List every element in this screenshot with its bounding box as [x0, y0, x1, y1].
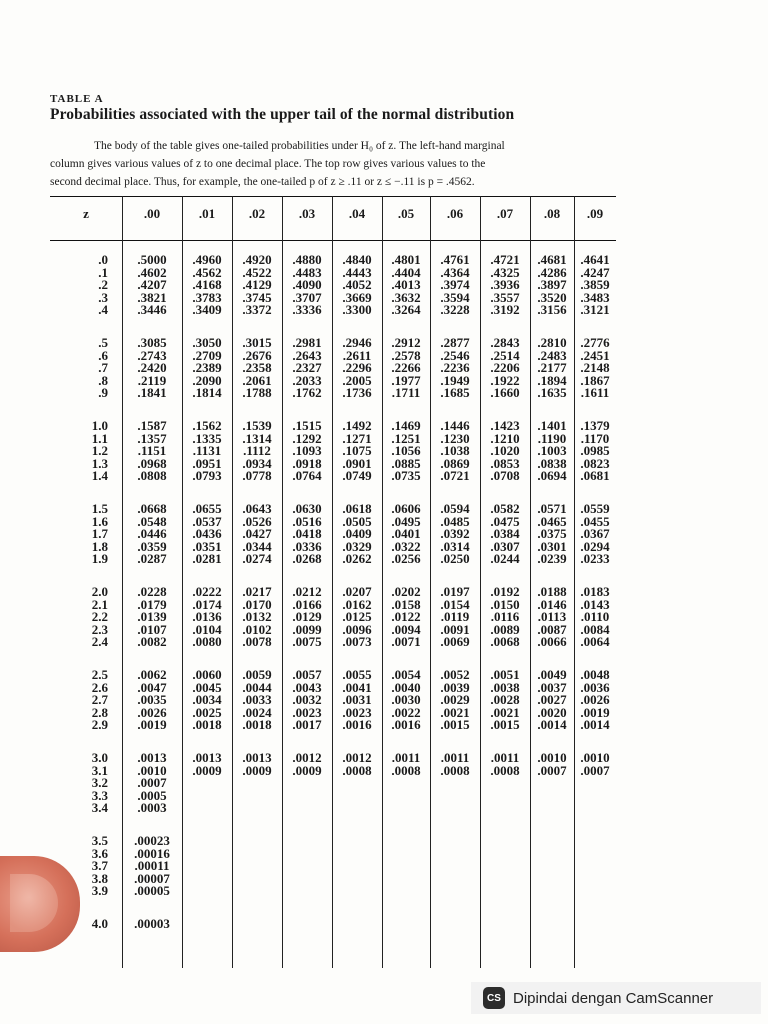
column-header: .00 — [143, 206, 161, 221]
probability-cell: .0010 .0007 — [537, 750, 567, 778]
probability-cell: .0013 .0009 — [192, 750, 222, 778]
column-header: .07 — [496, 206, 514, 221]
probability-cell: .0013 .0010 .0007 .0005 .0003 — [137, 750, 167, 815]
probability-cell: .0606 .0495 .0401 .0322 .0256 — [391, 501, 421, 566]
column-header-z: z — [83, 206, 89, 221]
probability-cell: .0559 .0455 .0367 .0294 .0233 — [580, 501, 610, 566]
probability-cell: .0060 .0045 .0034 .0025 .0018 — [192, 667, 222, 732]
probability-cell: .0594 .0485 .0392 .0314 .0250 — [440, 501, 470, 566]
probability-cell: .0207 .0162 .0125 .0096 .0073 — [342, 584, 372, 649]
probability-cell: .0062 .0047 .0035 .0026 .0019 — [137, 667, 167, 732]
camscanner-icon: CS — [483, 987, 505, 1009]
probability-cell: .0582 .0475 .0384 .0307 .0244 — [490, 501, 520, 566]
camscanner-label: Dipindai dengan CamScanner — [513, 989, 714, 1007]
probability-cell: .0052 .0039 .0029 .0021 .0015 — [440, 667, 470, 732]
probability-cell: .1469 .1251 .1056 .0885 .0735 — [391, 418, 421, 483]
table-header-rule — [50, 240, 616, 241]
probability-cell: .4761 .4364 .3974 .3594 .3228 — [440, 252, 470, 317]
z-value-cell: .5 .6 .7 .8 .9 — [98, 335, 108, 400]
description-line: second decimal place. Thus, for example, the one-tailed p of z ≥ .11 or z ≤ −.11 is p = .4562. — [50, 176, 475, 188]
probability-cell: .1515 .1292 .1093 .0918 .0764 — [292, 418, 322, 483]
probability-cell: .0049 .0037 .0027 .0020 .0014 — [537, 667, 567, 732]
probability-cell: .0655 .0537 .0436 .0351 .0281 — [192, 501, 222, 566]
probability-cell: .4840 .4443 .4052 .3669 .3300 — [342, 252, 372, 317]
probability-cell: .3050 .2709 .2389 .2090 .1814 — [192, 335, 222, 400]
probability-cell: .0643 .0526 .0427 .0344 .0274 — [242, 501, 272, 566]
column-header: .01 — [198, 206, 216, 221]
column-header: .03 — [298, 206, 316, 221]
normal-distribution-table — [50, 196, 616, 968]
z-value-cell: 1.0 1.1 1.2 1.3 1.4 — [91, 418, 108, 483]
probability-cell: .2946 .2611 .2296 .2005 .1736 — [342, 335, 372, 400]
probability-cell: .1539 .1314 .1112 .0934 .0778 — [242, 418, 272, 483]
column-header: .05 — [397, 206, 415, 221]
probability-cell: .4681 .4286 .3897 .3520 .3156 — [537, 252, 567, 317]
column-header: .09 — [586, 206, 604, 221]
probability-cell: .0011 .0008 — [440, 750, 470, 778]
probability-cell: .0011 .0008 — [391, 750, 421, 778]
description-line: column gives various values of z to one decimal place. The top row gives various values to the — [50, 158, 486, 170]
probability-cell: .1423 .1210 .1020 .0853 .0708 — [490, 418, 520, 483]
probability-cell: .2776 .2451 .2148 .1867 .1611 — [580, 335, 610, 400]
probability-cell: .4960 .4562 .4168 .3783 .3409 — [192, 252, 222, 317]
probability-cell: .1401 .1190 .1003 .0838 .0694 — [537, 418, 567, 483]
probability-cell: .1379 .1170 .0985 .0823 .0681 — [580, 418, 610, 483]
column-header: .06 — [446, 206, 464, 221]
probability-cell: .0048 .0036 .0026 .0019 .0014 — [580, 667, 610, 732]
camscanner-watermark — [471, 982, 761, 1014]
probability-cell: .0012 .0009 — [292, 750, 322, 778]
probability-cell: .0228 .0179 .0139 .0107 .0082 — [137, 584, 167, 649]
probability-cell: .0668 .0548 .0446 .0359 .0287 — [137, 501, 167, 566]
probability-cell: .0630 .0516 .0418 .0336 .0268 — [292, 501, 322, 566]
probability-cell: .0192 .0150 .0116 .0089 .0068 — [490, 584, 520, 649]
probability-cell: .0202 .0158 .0122 .0094 .0071 — [391, 584, 421, 649]
z-value-cell: 2.5 2.6 2.7 2.8 2.9 — [91, 667, 108, 732]
probability-cell: .1587 .1357 .1151 .0968 .0808 — [137, 418, 167, 483]
z-value-cell: .0 .1 .2 .3 .4 — [98, 252, 108, 317]
probability-cell: .0571 .0465 .0375 .0301 .0239 — [537, 501, 567, 566]
probability-cell: .4920 .4522 .4129 .3745 .3372 — [242, 252, 272, 317]
probability-cell: .0012 .0008 — [342, 750, 372, 778]
probability-cell: .2877 .2546 .2236 .1949 .1685 — [440, 335, 470, 400]
description-line: The body of the table gives one-tailed probabilities under H₀ of z. The left-hand marginal — [94, 140, 505, 152]
z-value-cell: 3.0 3.1 3.2 3.3 3.4 — [91, 750, 108, 815]
probability-cell: .0011 .0008 — [490, 750, 520, 778]
probability-cell: .0059 .0044 .0033 .0024 .0018 — [242, 667, 272, 732]
probability-cell: .0188 .0146 .0113 .0087 .0066 — [537, 584, 567, 649]
probability-cell: .3085 .2743 .2420 .2119 .1841 — [137, 335, 167, 400]
probability-cell: .0057 .0043 .0032 .0023 .0017 — [292, 667, 322, 732]
probability-cell: .4721 .4325 .3936 .3557 .3192 — [490, 252, 520, 317]
column-header: .02 — [248, 206, 266, 221]
probability-cell: .0055 .0041 .0031 .0023 .0016 — [342, 667, 372, 732]
probability-cell: .0212 .0166 .0129 .0099 .0075 — [292, 584, 322, 649]
z-value-cell: 3.5 3.6 3.7 3.8 3.9 — [91, 833, 108, 898]
probability-cell: .0618 .0505 .0409 .0329 .0262 — [342, 501, 372, 566]
probability-cell: .0197 .0154 .0119 .0091 .0069 — [440, 584, 470, 649]
table-top-rule — [50, 196, 616, 197]
probability-cell: .0013 .0009 — [242, 750, 272, 778]
probability-cell: .5000 .4602 .4207 .3821 .3446 — [137, 252, 167, 317]
column-header: .04 — [348, 206, 366, 221]
table-label: TABLE A — [50, 93, 104, 105]
z-value-cell: 4.0 — [91, 916, 108, 931]
probability-cell: .3015 .2676 .2358 .2061 .1788 — [242, 335, 272, 400]
table-title: Probabilities associated with the upper tail of the normal distribution — [50, 106, 515, 123]
z-value-cell: 1.5 1.6 1.7 1.8 1.9 — [91, 501, 108, 566]
probability-cell: .2810 .2483 .2177 .1894 .1635 — [537, 335, 567, 400]
probability-cell: .0222 .0174 .0136 .0104 .0080 — [192, 584, 222, 649]
probability-cell: .2912 .2578 .2266 .1977 .1711 — [391, 335, 421, 400]
table-description — [50, 137, 616, 191]
column-header: .08 — [543, 206, 561, 221]
probability-cell: .2843 .2514 .2206 .1922 .1660 — [490, 335, 520, 400]
probability-cell: .1562 .1335 .1131 .0951 .0793 — [192, 418, 222, 483]
probability-cell: .00023 .00016 .00011 .00007 .00005 — [134, 833, 170, 898]
probability-cell: .0051 .0038 .0028 .0021 .0015 — [490, 667, 520, 732]
probability-cell: .4641 .4247 .3859 .3483 .3121 — [580, 252, 610, 317]
probability-cell: .0054 .0040 .0030 .0022 .0016 — [391, 667, 421, 732]
probability-cell: .0217 .0170 .0132 .0102 .0078 — [242, 584, 272, 649]
probability-cell: .4801 .4404 .4013 .3632 .3264 — [391, 252, 421, 317]
z-value-cell: 2.0 2.1 2.2 2.3 2.4 — [91, 584, 108, 649]
probability-cell: .2981 .2643 .2327 .2033 .1762 — [292, 335, 322, 400]
probability-cell: .1446 .1230 .1038 .0869 .0721 — [440, 418, 470, 483]
probability-cell: .00003 — [134, 916, 170, 931]
probability-cell: .0183 .0143 .0110 .0084 .0064 — [580, 584, 610, 649]
probability-cell: .0010 .0007 — [580, 750, 610, 778]
probability-cell: .4880 .4483 .4090 .3707 .3336 — [292, 252, 322, 317]
probability-cell: .1492 .1271 .1075 .0901 .0749 — [342, 418, 372, 483]
